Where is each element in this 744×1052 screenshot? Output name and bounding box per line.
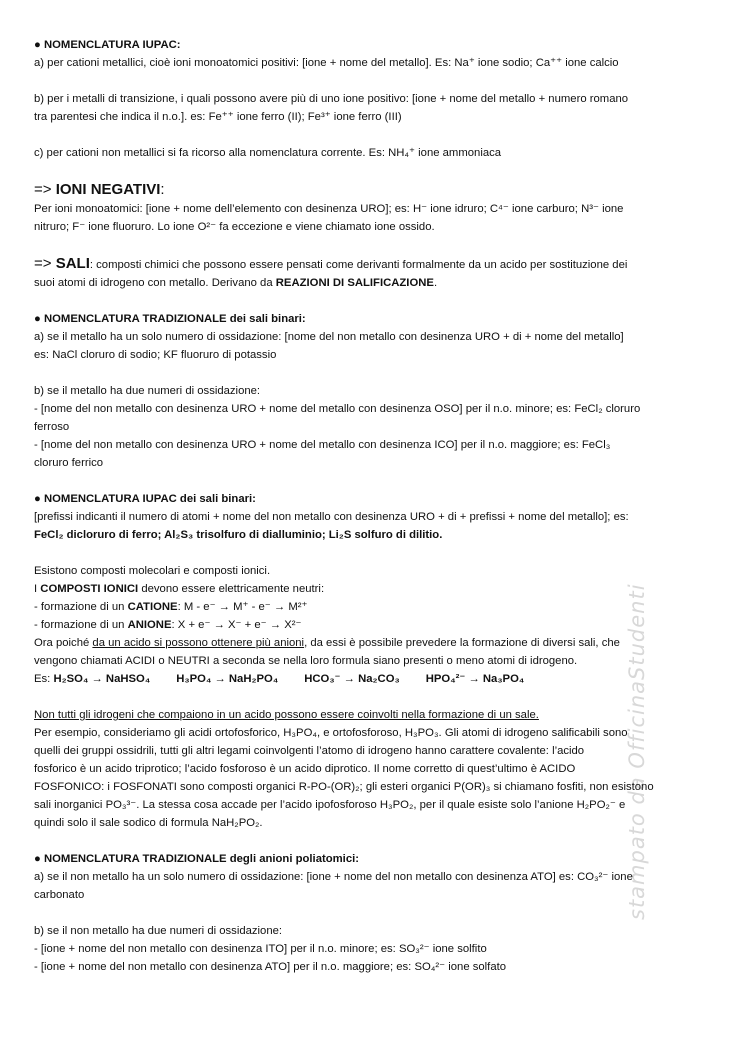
paragraph-line: quindi solo il sale sodico di formula NaH₂PO₂. bbox=[34, 817, 263, 829]
paragraph-line: a) per cationi metallici, cioè ioni monoatomici positivi: [ione + nome del metallo]. Es: Na⁺ ione sodio; Ca⁺⁺ ione calcio bbox=[34, 57, 619, 69]
paragraph-line: vengono chiamati ACIDI o NEUTRI a seconda se nella loro formula siano presenti o meno atomi di idrogeno. bbox=[34, 655, 578, 667]
watermark: stampato da OfficinaStudenti bbox=[625, 583, 649, 920]
document-page bbox=[34, 36, 710, 976]
paragraph-line: Per ioni monoatomici: [ione + nome dell’elemento con desinenza URO]; es: H⁻ ione idruro; C⁴⁻ ione carburo; N³⁻ ione bbox=[34, 203, 624, 215]
paragraph-line: Per esempio, consideriamo gli acidi ortofosforico, H₃PO₄, e ortofosforoso, H₃PO₃. Gli atomi di idrogeno salificabili sono bbox=[34, 727, 628, 739]
paragraph-line: quelli dei gruppi ossidrili, tutti gli altri legami coinvolgenti l’atomo di idrogeno hanno carattere covalente: l’acido bbox=[34, 745, 585, 757]
paragraph-line: [prefissi indicanti il numero di atomi + nome del non metallo con desinenza URO + di + prefissi + nome del metallo]; es: bbox=[34, 511, 629, 523]
section-heading-sali: => SALI: composti chimici che possono essere pensati come derivanti formalmente da un acido per sostituzione dei bbox=[34, 255, 628, 272]
paragraph-line: - formazione di un CATIONE: M - e⁻ → M⁺ - e⁻ → M²⁺ bbox=[34, 601, 308, 613]
paragraph-line: - [nome del non metallo con desinenza URO + nome del metallo con desinenza OSO] per il n.o. minore; es: FeCl₂ cloruro bbox=[34, 403, 641, 415]
section-heading-tradizionale-sali: ● NOMENCLATURA TRADIZIONALE dei sali binari: bbox=[34, 313, 306, 325]
section-heading-iupac-sali: ● NOMENCLATURA IUPAC dei sali binari: bbox=[34, 493, 256, 505]
paragraph-line: - [ione + nome del non metallo con desinenza ITO] per il n.o. minore; es: SO₃²⁻ ione solfito bbox=[34, 943, 487, 955]
paragraph-line: cloruro ferrico bbox=[34, 457, 104, 469]
paragraph-line: I COMPOSTI IONICI devono essere elettricamente neutri: bbox=[34, 583, 325, 595]
paragraph-line: fosforico è un acido triprotico; l’acido fosforoso è un acido diprotico. Il nome corretto di quest’ultimo è ACIDO bbox=[34, 763, 576, 775]
paragraph-line: suoi atomi di idrogeno con metallo. Derivano da REAZIONI DI SALIFICAZIONE. bbox=[34, 277, 438, 289]
section-heading-iupac: ● NOMENCLATURA IUPAC: bbox=[34, 39, 181, 51]
examples-line: Es: H₂SO₄ → NaHSO₄ H₃PO₄ → NaH₂PO₄ HCO₃⁻ → Na₂CO₃ HPO₄²⁻ → Na₃PO₄ bbox=[34, 673, 525, 685]
paragraph-line: c) per cationi non metallici si fa ricorso alla nomenclatura corrente. Es: NH₄⁺ ione ammoniaca bbox=[34, 147, 502, 159]
paragraph-line: b) per i metalli di transizione, i quali possono avere più di uno ione positivo: [ione + nome del metallo + numero romano bbox=[34, 93, 629, 105]
section-heading-anioni-poliatomici: ● NOMENCLATURA TRADIZIONALE degli anioni poliatomici: bbox=[34, 853, 360, 865]
paragraph-line: Esistono composti molecolari e composti ionici. bbox=[34, 565, 271, 577]
paragraph-line: es: NaCl cloruro di sodio; KF fluoruro di potassio bbox=[34, 349, 277, 361]
paragraph-line: Non tutti gli idrogeni che compaiono in un acido possono essere coinvolti nella formazione di un sale. bbox=[34, 709, 539, 721]
paragraph-line: Ora poiché da un acido si possono ottenere più anioni, da essi è possibile prevedere la formazione di diversi sali, che bbox=[34, 637, 620, 649]
paragraph-line: FeCl₂ dicloruro di ferro; Al₂S₃ trisolfuro di dialluminio; Li₂S solfuro di dilitio. bbox=[34, 529, 443, 541]
section-heading-ioni-negativi: => IONI NEGATIVI: bbox=[34, 181, 165, 198]
paragraph-line: b) se il non metallo ha due numeri di ossidazione: bbox=[34, 925, 283, 937]
paragraph-line: a) se il metallo ha un solo numero di ossidazione: [nome del non metallo con desinenza URO + di + nome del metallo] bbox=[34, 331, 624, 343]
paragraph-line: - [ione + nome del non metallo con desinenza ATO] per il n.o. maggiore; es: SO₄²⁻ ione solfato bbox=[34, 961, 507, 973]
paragraph-line: tra parentesi che indica il n.o.]. es: Fe⁺⁺ ione ferro (II); Fe³⁺ ione ferro (III) bbox=[34, 111, 402, 123]
paragraph-line: a) se il non metallo ha un solo numero di ossidazione: [ione + nome del non metallo con desinenza ATO] es: CO₃²⁻ ione bbox=[34, 871, 633, 883]
paragraph-line: b) se il metallo ha due numeri di ossidazione: bbox=[34, 385, 261, 397]
paragraph-line: - formazione di un ANIONE: X + e⁻ → X⁻ + e⁻ → X²⁻ bbox=[34, 619, 302, 631]
paragraph-line: sali inorganici PO₃³⁻. La stessa cosa accade per l’acido ipofosforoso H₃PO₂, per il quale esiste solo l’anione H₂PO₂⁻ e bbox=[34, 799, 626, 811]
paragraph-line: carbonato bbox=[34, 889, 85, 901]
paragraph-line: FOSFONICO: i FOSFONATI sono composti organici R-PO-(OR)₂; gli esteri organici P(OR)₃ si chiamano fosfiti, non esistono bbox=[34, 781, 654, 793]
paragraph-line: - [nome del non metallo con desinenza URO + nome del metallo con desinenza ICO] per il n.o. maggiore; es: FeCl₃ bbox=[34, 439, 611, 451]
paragraph-line: ferroso bbox=[34, 421, 70, 433]
paragraph-line: nitruro; F⁻ ione fluoruro. Lo ione O²⁻ fa eccezione e viene chiamato ione ossido. bbox=[34, 221, 435, 233]
